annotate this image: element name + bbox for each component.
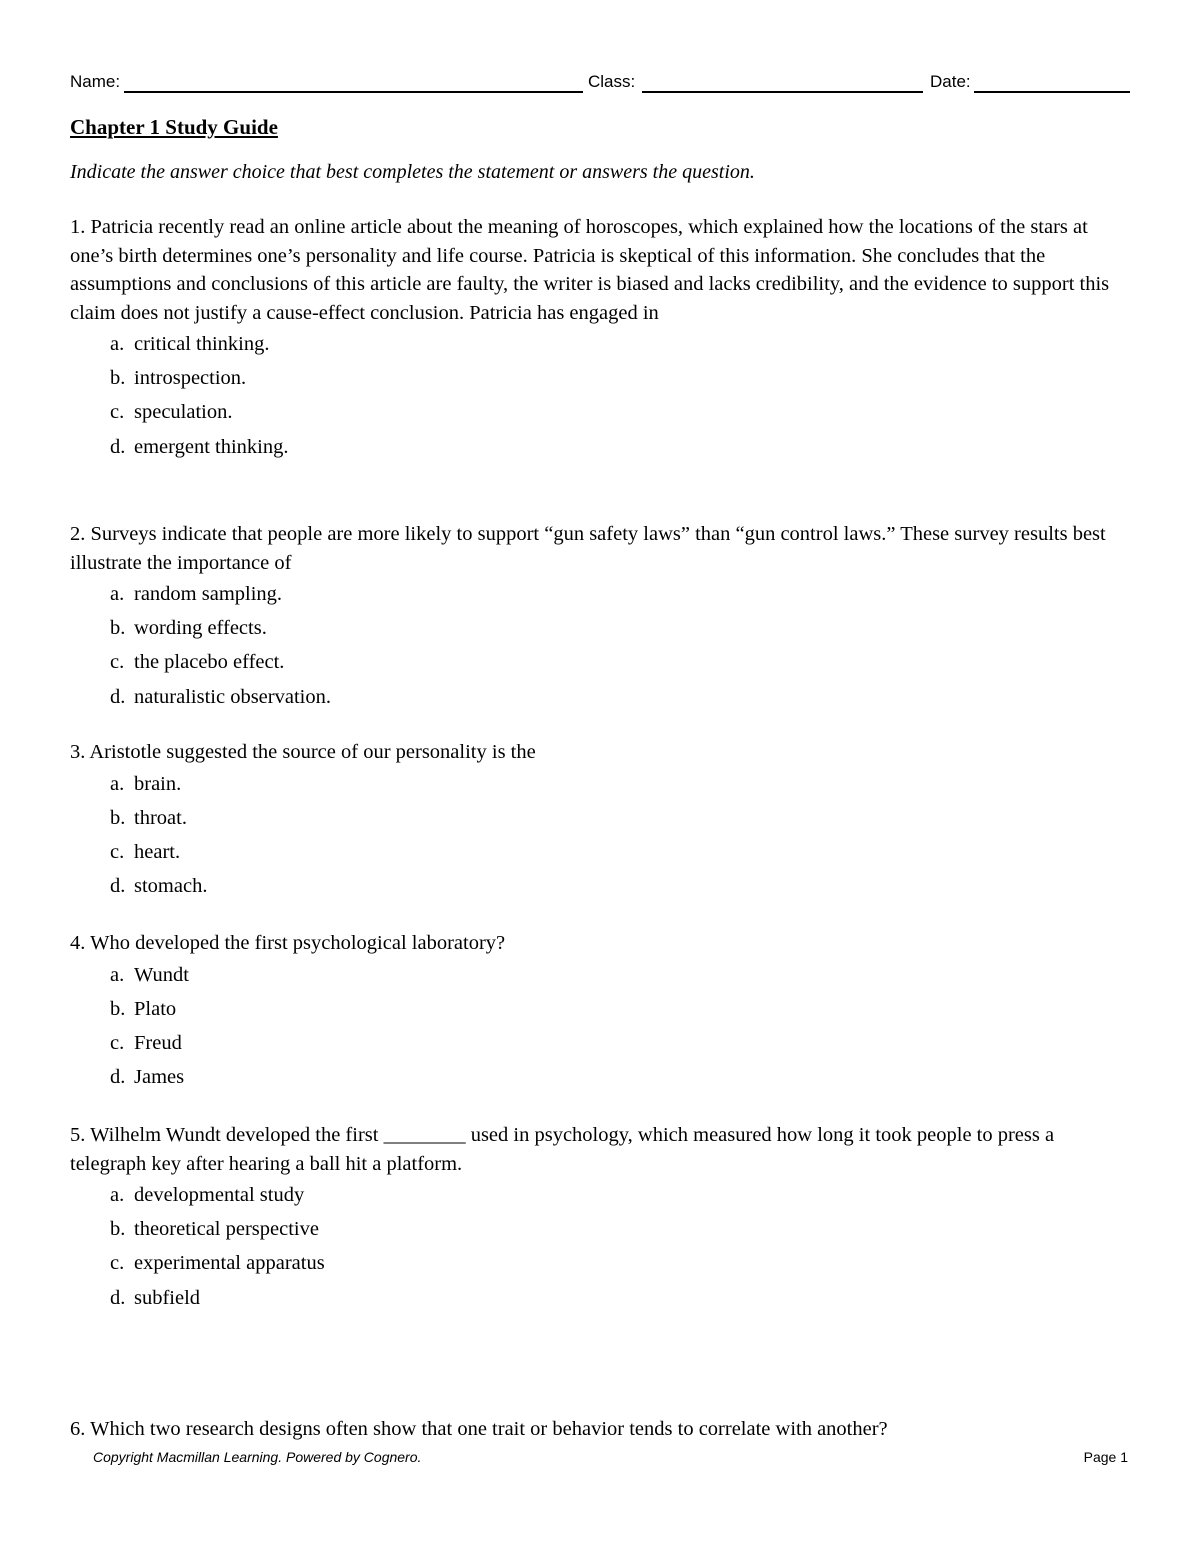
choice-text: brain.	[134, 772, 182, 795]
footer-copyright: Copyright Macmillan Learning. Powered by Cognero.	[93, 1449, 422, 1465]
choice-letter: b.	[110, 617, 126, 640]
question-3	[70, 738, 1120, 903]
answer-choice	[70, 1281, 1120, 1315]
choice-letter: c.	[110, 651, 125, 674]
question-stem: 3. Aristotle suggested the source of our personality is the	[70, 741, 536, 763]
choice-text: random sampling.	[134, 583, 283, 605]
answer-choice	[70, 958, 1120, 992]
choice-text: heart.	[134, 840, 181, 863]
choice-letter: a.	[110, 772, 125, 795]
choice-text: Freud	[134, 1031, 182, 1054]
answer-choice	[70, 1246, 1120, 1280]
choice-text: speculation.	[134, 401, 233, 424]
choice-letter: d.	[110, 875, 126, 898]
question-stem: 6. Which two research designs often show that one trait or behavior tends to correlate with another?	[70, 1418, 888, 1440]
choice-letter: c.	[110, 1252, 125, 1275]
class-blank-line	[642, 91, 923, 93]
choice-text: critical thinking.	[134, 333, 270, 355]
choice-text: wording effects.	[134, 617, 267, 640]
answer-choice	[70, 1178, 1120, 1212]
choice-letter: a.	[110, 1184, 125, 1206]
question-1	[70, 213, 1120, 464]
choice-text: James	[134, 1066, 185, 1089]
choice-letter: c.	[110, 401, 125, 424]
choice-text: emergent thinking.	[134, 435, 289, 458]
choice-text: Plato	[134, 997, 177, 1020]
question-2	[70, 520, 1120, 714]
answer-choice	[70, 1060, 1120, 1094]
choice-letter: b.	[110, 997, 126, 1020]
question-stem: 1. Patricia recently read an online article about the meaning of horoscopes, which explained how the locations of the stars at one’s birth determines one’s personality and life course. Patricia is skeptical of this information. She concludes that the assumptions and conclusions of this article are faulty, the writer is biased and lacks credibility, and the evidence to support this claim does not justify a cause-effect conclusion. Patricia has engaged in	[70, 216, 1110, 324]
choice-text: theoretical perspective	[134, 1218, 319, 1241]
date-label: Date:	[930, 72, 971, 91]
choice-letter: b.	[110, 1218, 126, 1241]
choice-letter: b.	[110, 806, 126, 829]
choice-text: throat.	[134, 806, 187, 829]
answer-choice	[70, 1212, 1120, 1246]
class-label: Class:	[588, 72, 636, 91]
answer-choice	[70, 577, 1120, 611]
question-4	[70, 929, 1120, 1094]
student-info-header	[70, 72, 1130, 98]
instructions: Indicate the answer choice that best completes the statement or answers the question.	[70, 161, 755, 183]
question-stem: 5. Wilhelm Wundt developed the first ________ used in psychology, which measured how long it took people to press a telegraph key after hearing a ball hit a platform.	[70, 1124, 1055, 1175]
answer-choice	[70, 835, 1120, 869]
choice-letter: d.	[110, 435, 126, 458]
answer-choice	[70, 395, 1120, 429]
question-stem: 4. Who developed the first psychological laboratory?	[70, 932, 506, 954]
answer-choice	[70, 869, 1120, 903]
name-blank-line	[124, 91, 583, 93]
question-stem: 2. Surveys indicate that people are more likely to support “gun safety laws” than “gun control laws.” These survey results best illustrate the importance of	[70, 523, 1106, 574]
name-label: Name:	[70, 72, 121, 91]
choice-letter: a.	[110, 963, 125, 986]
answer-choice	[70, 645, 1120, 679]
choice-text: Wundt	[134, 963, 189, 986]
choice-letter: c.	[110, 840, 125, 863]
answer-choice	[70, 767, 1120, 801]
footer-page-number: Page 1	[1083, 1449, 1128, 1465]
date-blank-line	[974, 91, 1130, 93]
choice-text: naturalistic observation.	[134, 685, 331, 708]
choice-letter: d.	[110, 1066, 126, 1089]
question-6	[70, 1415, 1120, 1444]
choice-letter: d.	[110, 685, 126, 708]
choice-text: the placebo effect.	[134, 651, 285, 674]
answer-choice	[70, 1026, 1120, 1060]
answer-choice	[70, 327, 1120, 361]
choice-letter: a.	[110, 333, 125, 355]
question-5	[70, 1121, 1120, 1315]
choice-letter: d.	[110, 1286, 126, 1309]
choice-letter: a.	[110, 583, 125, 605]
choice-text: experimental apparatus	[134, 1252, 325, 1275]
answer-choice	[70, 361, 1120, 395]
answer-choice	[70, 611, 1120, 645]
answer-choice	[70, 680, 1120, 714]
page-title: Chapter 1 Study Guide	[70, 115, 278, 139]
choice-letter: b.	[110, 367, 126, 390]
answer-choice	[70, 801, 1120, 835]
choice-text: stomach.	[134, 875, 208, 898]
choice-letter: c.	[110, 1031, 125, 1054]
choice-text: introspection.	[134, 367, 247, 390]
choice-text: developmental study	[134, 1184, 305, 1206]
answer-choice	[70, 430, 1120, 464]
choice-text: subfield	[134, 1286, 201, 1309]
answer-choice	[70, 992, 1120, 1026]
